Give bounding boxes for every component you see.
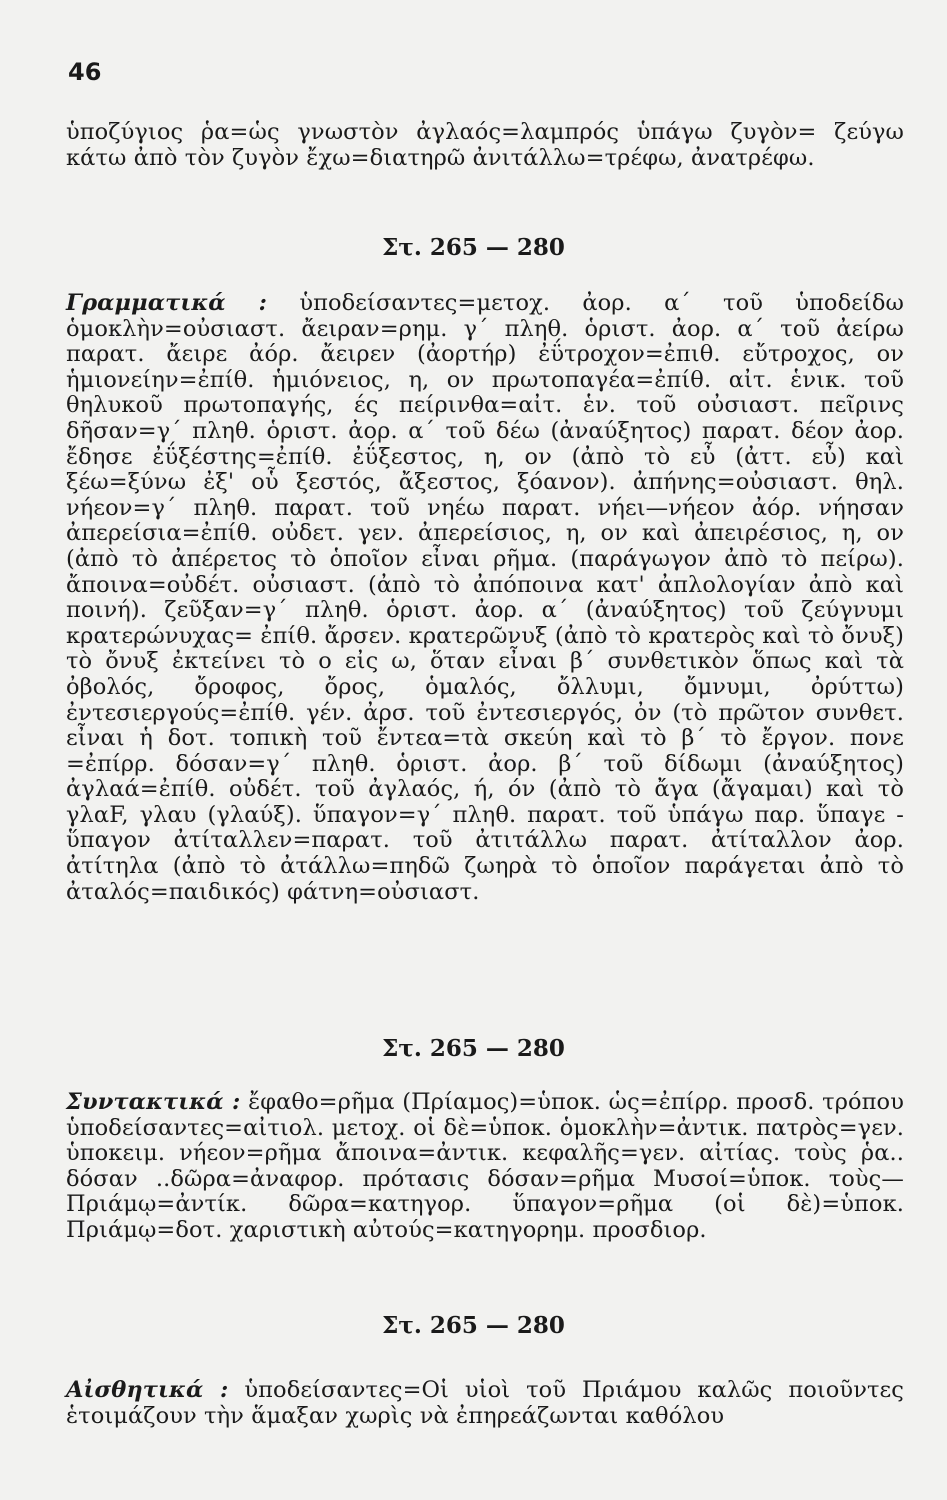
section-syntax <box>66 1090 904 1244</box>
section-grammar <box>66 291 904 905</box>
intro-text: ὑποζύγιος ῥα=ὡς γνωστὸν ἀγλαός=λαμπρός ὑπάγω ζυγὸν= ζεύγω κάτω ἀπὸ τὸν ζυγὸν ἔχω=διατηρῶ ἀνιτάλλω=τρέφω, ἀνατρέφω. <box>66 119 904 171</box>
section-text-syntax: ἔφαθο=ρῆμα (Πρίαμος)=ὑποκ. ὡς=ἐπίρρ. προσδ. τρόπου ὑποδείσαντες=αἰτιολ. μετοχ. οἱ δὲ=ὑποκ. ὁμοκλὴν=ἀντικ. πατρὸς=γεν. ὑποκειμ. νήεον=ρῆμα ἄποινα=ἀντικ. κεφαλῆς=γεν. αἰτίας. τοὺς ῥα.. δόσαν ..δῶρα=ἀναφορ. πρότασις δόσαν=ρῆμα Μυσοί=ὑποκ. τοὺς—Πριάμῳ=ἀντίκ. δῶρα=κατηγορ. ὕπαγον=ρῆμα (οἱ δὲ)=ὑποκ. Πριάμῳ=δοτ. χαριστικὴ αὐτούς=κατηγορημ. προσδιορ. <box>66 1089 904 1243</box>
section-heading-syntax: Στ. 265 — 280 <box>382 1035 565 1062</box>
section-label-aesthetic: Αἰσθητικά : <box>66 1377 229 1403</box>
page-number: 46 <box>68 58 102 86</box>
section-text-aesthetic: ὑποδείσαντες=Οἱ υἱοὶ τοῦ Πριάμου καλῶς ποιοῦντες ἑτοιμάζουν τὴν ἅμαξαν χωρὶς νὰ ἐπηρεάζωνται καθόλου <box>66 1377 904 1429</box>
intro-paragraph <box>66 120 904 171</box>
section-label-grammar: Γραμματικά : <box>66 290 268 316</box>
section-aesthetic <box>66 1378 904 1429</box>
section-heading-grammar: Στ. 265 — 280 <box>382 234 565 261</box>
section-label-syntax: Συντακτικά : <box>66 1089 241 1115</box>
section-heading-aesthetic: Στ. 265 — 280 <box>382 1312 565 1339</box>
section-text-grammar: ὑποδείσαντες=μετοχ. ἀορ. α΄ τοῦ ὑποδείδω ὁμοκλὴν=οὐσιαστ. ἄειραν=ρημ. γ΄ πληθ. ὁριστ. ἀορ. α΄ τοῦ ἀείρω παρατ. ἄειρε ἀόρ. ἄειρεν (ἀορτήρ) ἐΰτροχον=ἐπιθ. εὔτροχος, ον ἡμιονείην=ἐπίθ. ἡμιόνειος, η, ον πρωτοπαγέα=ἐπίθ. αἰτ. ἑνικ. τοῦ θηλυκοῦ πρωτοπαγής, ές πείρινθα=αἰτ. ἑν. τοῦ οὐσιαστ. πεῖρινς δῆσαν=γ΄ πληθ. ὁριστ. ἀορ. α΄ τοῦ δέω (ἀναύξητος) παρατ. δέον ἀορ. ἔδησε ἐΰξέστης=ἐπίθ. ἐΰξεστος, η, ον (ἀπὸ τὸ εὖ (ἀττ. εὖ) καὶ ξέω=ξύνω ἐξ' οὗ ξεστός, ἄξεστος, ξόανον). ἀπήνης=οὐσιαστ. θηλ. νήεον=γ΄ πληθ. παρατ. τοῦ νηέω παρατ. νήει—νήεον ἀόρ. νήησαν ἀπερείσια=ἐπίθ. οὐδετ. γεν. ἀπερείσιος, η, ον καὶ ἀπειρέσιος, η, ον (ἀπὸ τὸ ἀπέρετος τὸ ὁποῖον εἶναι ρῆμα. (παράγωγον ἀπὸ τὸ πείρω). ἄποινα=οὐδέτ. οὐσιαστ. (ἀπὸ τὸ ἀπόποινα κατ' ἀπλολογίαν ἀπὸ καὶ ποινή). ζεῦξαν=γ΄ πληθ. ὁριστ. ἀορ. α΄ (ἀναύξητος) τοῦ ζεύγνυμι κρατερώνυχας= ἐπίθ. ἄρσεν. κρατερῶνυξ (ἀπὸ τὸ κρατερὸς καὶ τὸ ὄνυξ) τὸ ὄνυξ ἐκτείνει τὸ ο εἰς ω, ὅταν εἶναι β΄ συνθετικὸν ὅπως καὶ τὰ ὀβολός, ὄροφος, ὄρος, ὁμαλός, ὄλλυμι, ὄμνυμι, ὀρύττω) ἐντεσιεργούς=ἐπίθ. γέν. ἀρσ. τοῦ ἐντεσιεργός, ὀν (τὸ πρῶτον συνθετ. εἶναι ἡ δοτ. τοπικὴ τοῦ ἔντεα=τὰ σκεύη καὶ τὸ β΄ τὸ ἔργον. πονε =ἐπίρρ. δόσαν=γ΄ πληθ. ὁριστ. ἀορ. β΄ τοῦ δίδωμι (ἀναύξητος) ἀγλαά=ἐπίθ. οὐδέτ. τοῦ ἀγλαός, ή, όν (ἀπὸ τὸ ἄγα (ἄγαμαι) καὶ τὸ γλαF, γλαυ (γλαύξ). ὕπαγον=γ΄ πληθ. παρατ. τοῦ ὑπάγω παρ. ὕπαγε - ὕπαγον ἀτίταλλεν=παρατ. τοῦ ἀτιτάλλω παρατ. ἀτίταλλον ἀορ. ἀτίτηλα (ἀπὸ τὸ ἀτάλλω=πηδῶ ζωηρὰ τὸ ὁποῖον παράγεται ἀπὸ τὸ ἀταλός=παιδικός) φάτνη=οὐσιαστ. <box>66 290 904 905</box>
